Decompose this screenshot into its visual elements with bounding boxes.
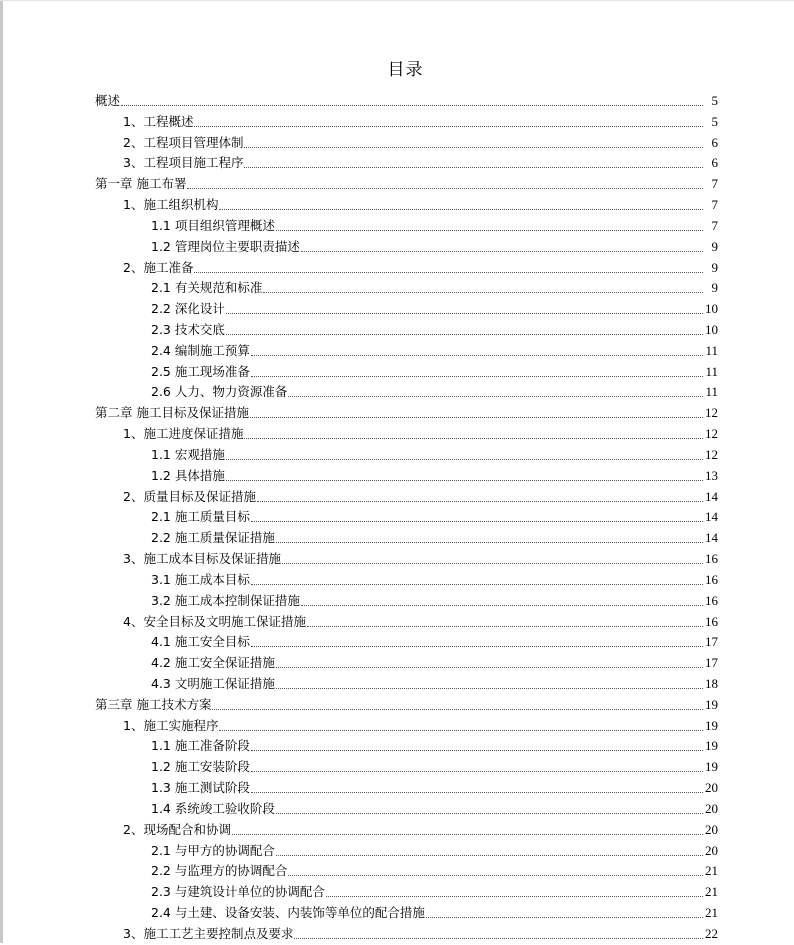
toc-dot-leader <box>212 709 703 710</box>
toc-entry-label: 1.2 管理岗位主要职责描述 <box>151 238 300 254</box>
toc-entry-label: 概述 <box>95 93 121 108</box>
toc-row <box>0 237 794 258</box>
toc-dot-leader <box>187 188 703 189</box>
toc-entry-label: 1、工程概述 <box>123 113 194 129</box>
toc-row <box>0 112 794 133</box>
toc-entry-link[interactable] <box>95 695 718 715</box>
toc-entry-link[interactable] <box>151 278 718 298</box>
toc-entry-label: 2.3 技术交底 <box>151 322 225 338</box>
toc-entry-link[interactable] <box>95 174 718 194</box>
toc-row <box>0 466 794 487</box>
toc-entry-link[interactable] <box>151 861 718 881</box>
toc-row <box>0 653 794 674</box>
toc-page-number: 10 <box>705 301 718 317</box>
toc-row <box>0 882 794 903</box>
toc-entry-label: 2.3 与建筑设计单位的协调配合 <box>151 884 325 900</box>
toc-dot-leader <box>250 417 703 418</box>
toc-page-number: 16 <box>705 613 718 629</box>
toc-page-number: 5 <box>711 113 718 129</box>
toc-entry-link[interactable] <box>151 674 718 694</box>
toc-entry-label: 1、施工进度保证措施 <box>123 426 244 442</box>
toc-entry-label: 2.6 人力、物力资源准备 <box>151 384 288 400</box>
toc-entry-label: 2.2 深化设计 <box>151 301 225 317</box>
toc-page-number: 7 <box>711 176 718 192</box>
toc-dot-leader <box>226 313 703 314</box>
toc-row <box>0 924 794 945</box>
toc-dot-leader <box>226 459 703 460</box>
toc-entry-link[interactable] <box>123 133 718 153</box>
toc-entry-link[interactable] <box>151 903 718 923</box>
toc-entry-link[interactable] <box>123 424 718 444</box>
toc-dot-leader <box>251 646 703 647</box>
toc-row <box>0 216 794 237</box>
toc-entry-link[interactable] <box>151 528 718 548</box>
toc-entry-label: 1.1 施工准备阶段 <box>151 738 250 754</box>
toc-dot-leader <box>276 855 703 856</box>
toc-entry-label: 第三章 施工技术方案 <box>95 696 212 712</box>
toc-entry-link[interactable] <box>151 570 718 590</box>
toc-entry-label: 4、安全目标及文明施工保证措施 <box>123 613 306 629</box>
toc-entry-label: 2.1 与甲方的协调配合 <box>151 842 275 858</box>
toc-dot-leader <box>307 626 703 627</box>
toc-entry-label: 1.1 项目组织管理概述 <box>151 217 275 233</box>
toc-dot-leader <box>288 396 703 397</box>
toc-page-number: 9 <box>711 259 718 275</box>
toc-page-number: 16 <box>705 592 718 608</box>
toc-entry-link[interactable] <box>123 153 718 173</box>
toc-dot-leader <box>226 334 703 335</box>
toc-row <box>0 778 794 799</box>
toc-entry-link[interactable] <box>123 612 718 632</box>
toc-entry-label: 第一章 施工布署 <box>95 176 187 192</box>
toc-dot-leader <box>276 688 703 689</box>
toc-entry-label: 2.1 有关规范和标准 <box>151 280 263 296</box>
toc-entry-link[interactable] <box>123 258 718 278</box>
toc-dot-leader <box>282 563 703 564</box>
toc-dot-leader <box>276 542 703 543</box>
toc-row <box>0 674 794 695</box>
toc-dot-leader <box>251 355 703 356</box>
toc-row <box>0 903 794 924</box>
toc-page-number: 6 <box>711 155 718 171</box>
toc-page-number: 20 <box>705 821 718 837</box>
toc-entry-label: 2.4 编制施工预算 <box>151 342 250 358</box>
toc-row <box>0 612 794 633</box>
toc-dot-leader <box>244 167 703 168</box>
toc-dot-leader <box>276 667 703 668</box>
toc-entry-label: 2.4 与土建、设备安装、内装饰等单位的配合措施 <box>151 904 425 920</box>
toc-page-number: 9 <box>711 238 718 254</box>
toc-entry-label: 1.1 宏观措施 <box>151 446 225 462</box>
toc-row <box>0 153 794 174</box>
toc-dot-leader <box>121 105 703 106</box>
toc-row <box>0 591 794 612</box>
toc-page-number: 7 <box>711 217 718 233</box>
toc-entry-link[interactable] <box>151 341 718 361</box>
toc-row <box>0 757 794 778</box>
toc-dot-leader <box>426 917 703 918</box>
toc-entry-link[interactable] <box>151 591 718 611</box>
toc-page-number: 19 <box>705 759 718 775</box>
toc-entry-link[interactable] <box>151 653 718 673</box>
toc-entry-label: 2、施工准备 <box>123 259 194 275</box>
toc-row <box>0 632 794 653</box>
toc-entry-label: 4.3 文明施工保证措施 <box>151 675 275 691</box>
toc-dot-leader <box>301 605 703 606</box>
toc-dot-leader <box>276 813 703 814</box>
toc-entry-label: 4.1 施工安全目标 <box>151 634 250 650</box>
toc-row <box>0 861 794 882</box>
toc-entry-link[interactable] <box>123 549 718 569</box>
toc-page-number: 11 <box>705 384 718 400</box>
toc-page-number: 22 <box>705 925 718 941</box>
toc-row <box>0 799 794 820</box>
toc-entry-label: 3、施工成本目标及保证措施 <box>123 551 281 567</box>
toc-entry-label: 1.3 施工测试阶段 <box>151 780 250 796</box>
toc-entry-link[interactable] <box>151 362 718 382</box>
toc-dot-leader <box>263 292 703 293</box>
toc-entry-label: 3.1 施工成本目标 <box>151 571 250 587</box>
toc-dot-leader <box>326 896 703 897</box>
toc-entry-link[interactable] <box>123 195 718 215</box>
toc-entry-link[interactable] <box>151 320 718 340</box>
toc-entry-label: 3、施工工艺主要控制点及要求 <box>123 925 294 941</box>
toc-dot-leader <box>251 376 703 377</box>
toc-dot-leader <box>251 750 703 751</box>
toc-row <box>0 91 794 112</box>
toc-entry-link[interactable] <box>123 820 718 840</box>
toc-page-number: 9 <box>711 280 718 296</box>
toc-page-number: 14 <box>705 509 718 525</box>
toc-page-number: 14 <box>705 488 718 504</box>
toc-page-number: 17 <box>705 634 718 650</box>
toc-dot-leader <box>219 730 703 731</box>
toc-dot-leader <box>294 938 703 939</box>
toc-entry-link[interactable] <box>151 382 718 402</box>
toc-page-number: 13 <box>705 467 718 483</box>
toc-row <box>0 528 794 549</box>
toc-entry-label: 2、工程项目管理体制 <box>123 134 244 150</box>
toc-dot-leader <box>194 126 703 127</box>
toc-page-number: 16 <box>705 571 718 587</box>
toc-page-number: 12 <box>705 426 718 442</box>
toc-page-number: 21 <box>705 863 718 879</box>
toc-row <box>0 570 794 591</box>
toc-page-number: 7 <box>711 197 718 213</box>
toc-dot-leader <box>251 792 703 793</box>
toc-entry-label: 1.2 具体措施 <box>151 467 225 483</box>
toc-page-number: 14 <box>705 530 718 546</box>
toc-row <box>0 549 794 570</box>
toc-row <box>0 736 794 757</box>
toc-entry-link[interactable] <box>151 736 718 756</box>
toc-dot-leader <box>244 147 703 148</box>
toc-dot-leader <box>244 438 703 439</box>
toc-entry-link[interactable] <box>151 882 718 902</box>
toc-page-number: 12 <box>705 405 718 421</box>
toc-page-number: 20 <box>705 800 718 816</box>
toc-row <box>0 195 794 216</box>
toc-entry-link[interactable] <box>151 466 718 486</box>
toc-page-number: 17 <box>705 655 718 671</box>
toc-row <box>0 133 794 154</box>
toc-dot-leader <box>226 480 703 481</box>
toc-row <box>0 820 794 841</box>
toc-row <box>0 320 794 341</box>
toc-row <box>0 424 794 445</box>
toc-page-number: 19 <box>705 717 718 733</box>
toc-entry-label: 3.2 施工成本控制保证措施 <box>151 592 300 608</box>
page-top-edge <box>0 0 794 1</box>
toc-dot-leader <box>251 771 703 772</box>
toc-entry-label: 1.2 施工安装阶段 <box>151 759 250 775</box>
toc-entry-label: 2.1 施工质量目标 <box>151 509 250 525</box>
toc-row <box>0 716 794 737</box>
toc-entry-link[interactable] <box>151 507 718 527</box>
toc-dot-leader <box>251 584 703 585</box>
toc-entry-label: 2、现场配合和协调 <box>123 821 231 837</box>
toc-entry-label: 第二章 施工目标及保证措施 <box>95 405 249 421</box>
toc-row <box>0 487 794 508</box>
toc-page-number: 19 <box>705 696 718 712</box>
toc-entry-link[interactable] <box>151 299 718 319</box>
toc-page-number: 10 <box>705 322 718 338</box>
toc-entry-link[interactable] <box>151 632 718 652</box>
toc-row <box>0 299 794 320</box>
toc-dot-leader <box>194 272 703 273</box>
toc-page-number: 6 <box>711 134 718 150</box>
toc-row <box>0 258 794 279</box>
toc-entry-link[interactable] <box>151 841 718 861</box>
toc-dot-leader <box>232 834 703 835</box>
toc-entry-link[interactable] <box>123 487 718 507</box>
toc-page-number: 11 <box>705 342 718 358</box>
toc-row <box>0 695 794 716</box>
toc-entry-link[interactable] <box>151 237 718 257</box>
toc-entry-link[interactable] <box>123 924 718 944</box>
toc-row <box>0 382 794 403</box>
toc-entry-label: 1.4 系统竣工验收阶段 <box>151 800 275 816</box>
toc-row <box>0 403 794 424</box>
toc-row <box>0 362 794 383</box>
toc-entry-label: 2.5 施工现场准备 <box>151 363 250 379</box>
toc-entry-label: 2、质量目标及保证措施 <box>123 488 256 504</box>
toc-dot-leader <box>257 501 703 502</box>
toc-row <box>0 841 794 862</box>
toc-page-number: 20 <box>705 780 718 796</box>
toc-entry-link[interactable] <box>151 778 718 798</box>
toc-entry-label: 1、施工组织机构 <box>123 197 219 213</box>
toc-entry-label: 1、施工实施程序 <box>123 717 219 733</box>
toc-row <box>0 174 794 195</box>
toc-entry-label: 2.2 施工质量保证措施 <box>151 530 275 546</box>
toc-entry-link[interactable] <box>151 216 718 236</box>
toc-row <box>0 445 794 466</box>
toc-row <box>0 341 794 362</box>
toc-entry-link[interactable] <box>123 716 718 736</box>
toc-title: 目录 <box>387 60 424 80</box>
toc-dot-leader <box>219 209 703 210</box>
toc-page-number: 21 <box>705 884 718 900</box>
toc-page-number: 11 <box>705 363 718 379</box>
toc-row <box>0 507 794 528</box>
toc-entry-label: 2.2 与监理方的协调配合 <box>151 863 288 879</box>
toc-row <box>0 278 794 299</box>
toc-page-number: 16 <box>705 551 718 567</box>
toc-page-number: 21 <box>705 904 718 920</box>
toc-entry-link[interactable] <box>151 799 718 819</box>
toc-dot-leader <box>251 521 703 522</box>
toc-entry-link[interactable] <box>123 112 718 132</box>
toc-page-number: 12 <box>705 446 718 462</box>
toc-dot-leader <box>288 875 703 876</box>
toc-page-number: 5 <box>711 93 718 108</box>
toc-entry-link[interactable] <box>95 403 718 423</box>
toc-entry-link[interactable] <box>151 445 718 465</box>
toc-page-number: 18 <box>705 675 718 691</box>
toc-dot-leader <box>276 230 703 231</box>
toc-entry-label: 3、工程项目施工程序 <box>123 155 244 171</box>
toc-dot-leader <box>301 251 703 252</box>
toc-entry-link[interactable] <box>95 91 718 111</box>
toc-page-number: 20 <box>705 842 718 858</box>
toc-page-number: 19 <box>705 738 718 754</box>
toc-entry-label: 4.2 施工安全保证措施 <box>151 655 275 671</box>
toc-entry-link[interactable] <box>151 757 718 777</box>
